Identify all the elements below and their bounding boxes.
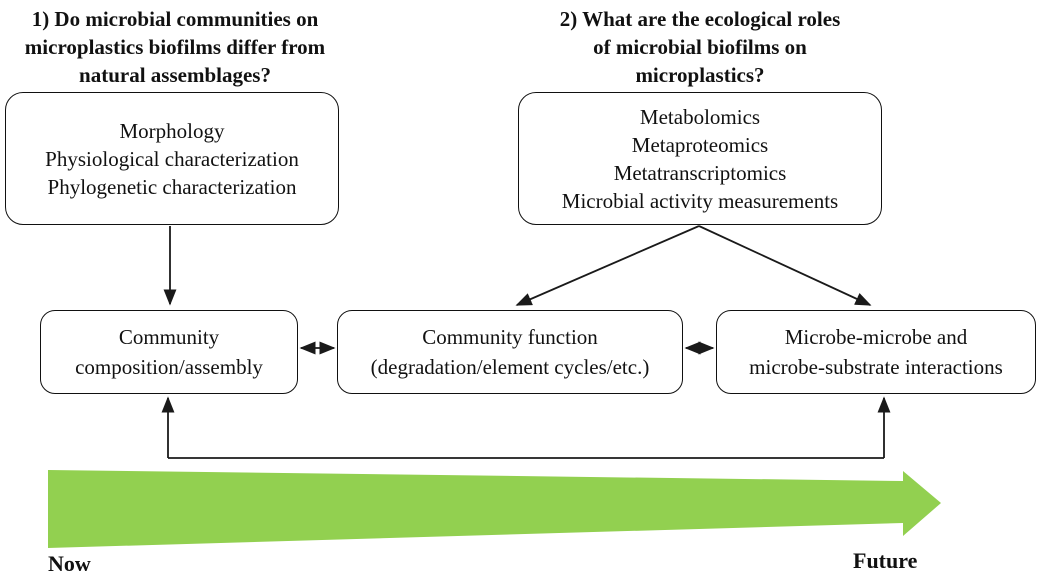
characterization-methods-box [5,92,339,225]
method-line: Metatranscriptomics [613,160,787,185]
community-function-box [337,310,683,394]
arrow-omics-to-function [517,226,699,305]
question-2-heading [518,5,882,89]
timeline-end-label: Future [853,548,918,573]
question-1-line: microplastics biofilms differ from [24,35,326,59]
concept-line: Community [118,325,220,349]
method-line: Physiological characterization [45,146,299,171]
microbe-interactions-box [716,310,1036,394]
method-line: Morphology [119,118,225,143]
question-2-line: 2) What are the ecological roles [559,7,841,31]
arrow-omics-to-interactions [699,226,870,305]
question-1-heading [5,5,345,89]
timeline-start-label: Now [48,551,91,576]
concept-line: Microbe-microbe and [784,325,968,349]
concept-line: (degradation/element cycles/etc.) [370,355,650,379]
question-2-line: microplastics? [635,63,765,87]
method-line: Phylogenetic characterization [47,174,297,199]
question-1-line: natural assemblages? [79,63,271,87]
question-1-line: 1) Do microbial communities on [31,7,319,31]
concept-line: microbe-substrate interactions [749,355,1003,379]
method-line: Microbial activity measurements [561,188,839,213]
question-2-line: of microbial biofilms on [593,35,807,59]
method-line: Metabolomics [639,104,761,129]
timeline-arrow-shape [48,470,941,548]
omics-methods-box [518,92,882,225]
concept-line: Community function [422,325,598,349]
community-composition-box [40,310,298,394]
method-line: Metaproteomics [631,132,769,157]
concept-line: composition/assembly [75,355,263,379]
